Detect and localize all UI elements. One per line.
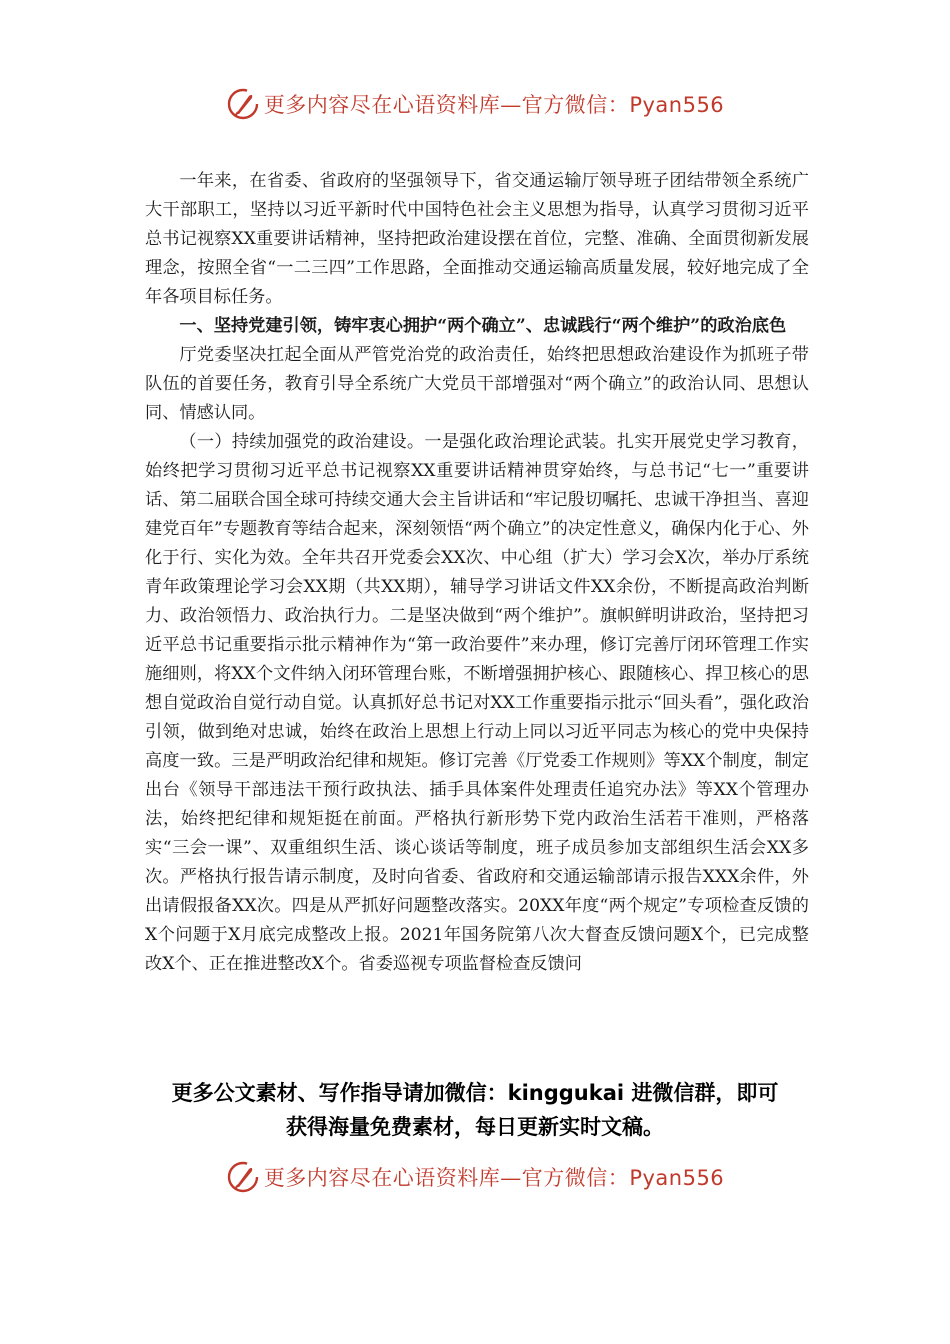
footer-banner	[0, 1157, 950, 1197]
quill-pen-logo-icon	[226, 87, 260, 121]
paragraph-section-intro: 厅党委坚决扛起全面从严管党治党的政治责任，始终把思想政治建设作为抓班子带队伍的首要任务，教育引导全系统广大党员干部增强对“两个确立”的政治认同、思想认同、情感认同。	[145, 345, 809, 423]
banner-text: 更多内容尽在心语资料库—官方微信：Pyan556	[263, 1166, 725, 1190]
banner-text: 更多内容尽在心语资料库—官方微信：Pyan556	[263, 93, 725, 117]
promo-line-1: 更多公文素材、写作指导请加微信：kinggukai 进微信群，即可	[171, 1081, 779, 1105]
quill-pen-logo-icon	[226, 1160, 260, 1194]
document-body	[145, 167, 809, 979]
paragraph-intro: 一年来，在省委、省政府的坚强领导下，省交通运输厅领导班子团结带领全系统广大干部职工，坚持以习近平新时代中国特色社会主义思想为指导，认真学习贯彻习近平总书记视察XX重要讲话精神，坚持把政治建设摆在首位，完整、准确、全面贯彻新发展理念，按照全省“一二三四”工作思路，全面推动交通运输高质量发展，较好地完成了全年各项目标任务。	[145, 171, 809, 307]
section-heading: 一、坚持党建引领，铸牢衷心拥护“两个确立”、忠诚践行“两个维护”的政治底色	[179, 316, 787, 336]
header-banner	[0, 84, 950, 124]
promo-notice	[120, 1076, 830, 1144]
promo-line-2: 获得海量免费素材，每日更新实时文稿。	[286, 1115, 664, 1139]
paragraph-subsection-1: （一）持续加强党的政治建设。一是强化政治理论武装。扎实开展党史学习教育，始终把学习贯彻习近平总书记视察XX重要讲话精神贯穿始终，与总书记“七一”重要讲话、第二届联合国全球可持续交通大会主旨讲话和“牢记殷切嘱托、忠诚干净担当、喜迎建党百年”专题教育等结合起来，深刻领悟“两个确立”的决定性意义，确保内化于心、外化于行、实化为效。全年共召开党委会XX次、中心组（扩大）学习会X次，举办厅系统青年政策理论学习会XX期（共XX期），辅导学习讲话文件XX余份，不断提高政治判断力、政治领悟力、政治执行力。二是坚决做到“两个维护”。旗帜鲜明讲政治，坚持把习近平总书记重要指示批示精神作为“第一政治要件”来办理，修订完善厅闭环管理工作实施细则，将XX个文件纳入闭环管理台账，不断增强拥护核心、跟随核心、捍卫核心的思想自觉政治自觉行动自觉。认真抓好总书记对XX工作重要指示批示“回头看”，强化政治引领，做到绝对忠诚，始终在政治上思想上行动上同以习近平同志为核心的党中央保持高度一致。三是严明政治纪律和规矩。修订完善《厅党委工作规则》等XX个制度，制定出台《领导干部违法干预行政执法、插手具体案件处理责任追究办法》等XX个管理办法，始终把纪律和规矩挺在前面。严格执行新形势下党内政治生活若干准则，严格落实“三会一课”、双重组织生活、谈心谈话等制度，班子成员参加支部组织生活会XX多次。严格执行报告请示制度，及时向省委、省政府和交通运输部请示报告XXX余件，外出请假报备XX次。四是从严抓好问题整改落实。20XX年度“两个规定”专项检查反馈的X个问题于X月底完成整改上报。2021年国务院第八次大督查反馈问题X个，已完成整改X个、正在推进整改X个。省委巡视专项监督检查反馈问	[145, 432, 809, 974]
